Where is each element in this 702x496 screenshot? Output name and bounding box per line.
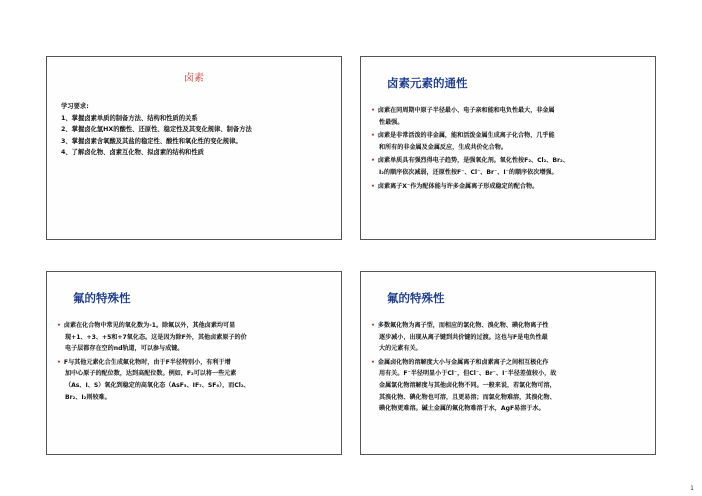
bullet-item: • 多数氟化物为离子型，而相应的氯化物、溴化物、碘化物离子性 逐步减小，出现从离子键到共价键的过渡。这也与F是电负性最 大的元素有关。 bbox=[371, 322, 549, 353]
requirement-item: 2、掌握卤化氢HX的酸性、还原性、稳定性及其变化规律、制备方法 bbox=[61, 126, 252, 134]
bullet-item: • F与其他元素化合生成氟化物时，由于F半径特别小，有利于增 加中心原子的配位数，达到高配位数。例如，F₂可以将一些元素 （As、I、S）氧化到稳定的高氧化态（AsF₅、IF₇、SF₆），而Cl₂、 Br₂、I₂则较难。 bbox=[57, 358, 250, 401]
bullet-item: • 金属卤化物的溶解度大小与金属离子和卤素离子之间相互极化作 用有关。F⁻半径明显小于Cl⁻，但Cl⁻、Br⁻、I⁻半径差值较小，故 金属氯化物溶解度与其他卤化物不同。一般来说，若氯化物可溶， 其溴化物、碘化物也可溶，且更易溶；而氯化物难溶，其溴化物、 碘化物更难溶。碱土金属的氟化物难溶于水，AgF易溶于水。 bbox=[371, 358, 557, 413]
requirements-heading: 学习要求: bbox=[61, 103, 89, 110]
slide-fluorine-special-1 bbox=[46, 271, 342, 455]
bullet-icon: • bbox=[371, 157, 375, 165]
requirement-item: 3、掌握卤素含氧酸及其盐的稳定性、酸性和氧化性的变化规律。 bbox=[61, 137, 242, 145]
bullet-icon: • bbox=[371, 322, 375, 329]
requirement-item: 1、掌握卤素单质的制备方法、结构和性质的关系 bbox=[61, 114, 198, 122]
bullet-item: • 卤素单质具有强烈得电子趋势，是强氧化剂。氧化性按F₂、Cl₂、Br₂、 I₂的顺序依次减弱，还原性按F⁻、Cl⁻、Br⁻、I⁻的顺序依次增强。 bbox=[371, 157, 569, 176]
bullet-item: • 卤素在同周期中原子半径最小、电子亲和能和电负性最大，非金属 性最强。 bbox=[371, 107, 555, 126]
learning-requirements bbox=[61, 101, 333, 159]
slide-body bbox=[57, 320, 333, 405]
bullet-icon: • bbox=[371, 358, 375, 366]
slide-body bbox=[371, 105, 647, 194]
slide-halogen-overview bbox=[46, 56, 342, 240]
bullet-icon: • bbox=[371, 132, 375, 140]
bullet-item: • 卤素是非常活泼的非金属，能和活泼金属生成离子化合物，几乎能 和所有的非金属及金属反应，生成共价化合物。 bbox=[371, 132, 555, 151]
bullet-item: • 卤素在化合物中常见的氧化数为-1。除氟以外，其他卤素均可显 现+1、+3、+5和+7氧化态。这是因为除F外，其他卤素原子的价 电子层都存在空的nd轨道，可以参与成键。 bbox=[57, 322, 247, 353]
slide-fluorine-special-2 bbox=[360, 271, 656, 455]
slide-title: 卤素 bbox=[184, 73, 204, 84]
bullet-icon: • bbox=[57, 322, 61, 329]
bullet-icon: • bbox=[371, 182, 375, 190]
bullet-icon: • bbox=[371, 107, 375, 114]
slide-title: 卤素元素的通性 bbox=[387, 76, 468, 90]
page-number: 1 bbox=[690, 485, 694, 492]
slide-title: 氟的特殊性 bbox=[73, 291, 131, 305]
slide-body bbox=[371, 320, 647, 417]
bullet-icon: • bbox=[57, 358, 61, 366]
slide-title: 氟的特殊性 bbox=[387, 291, 445, 305]
requirement-item: 4、了解卤化物、卤素互化物、拟卤素的结构和性质 bbox=[61, 149, 204, 157]
slide-halogen-general-properties bbox=[360, 56, 656, 240]
bullet-item: • 卤素离子X⁻作为配体能与许多金属离子形成稳定的配合物。 bbox=[371, 182, 539, 190]
